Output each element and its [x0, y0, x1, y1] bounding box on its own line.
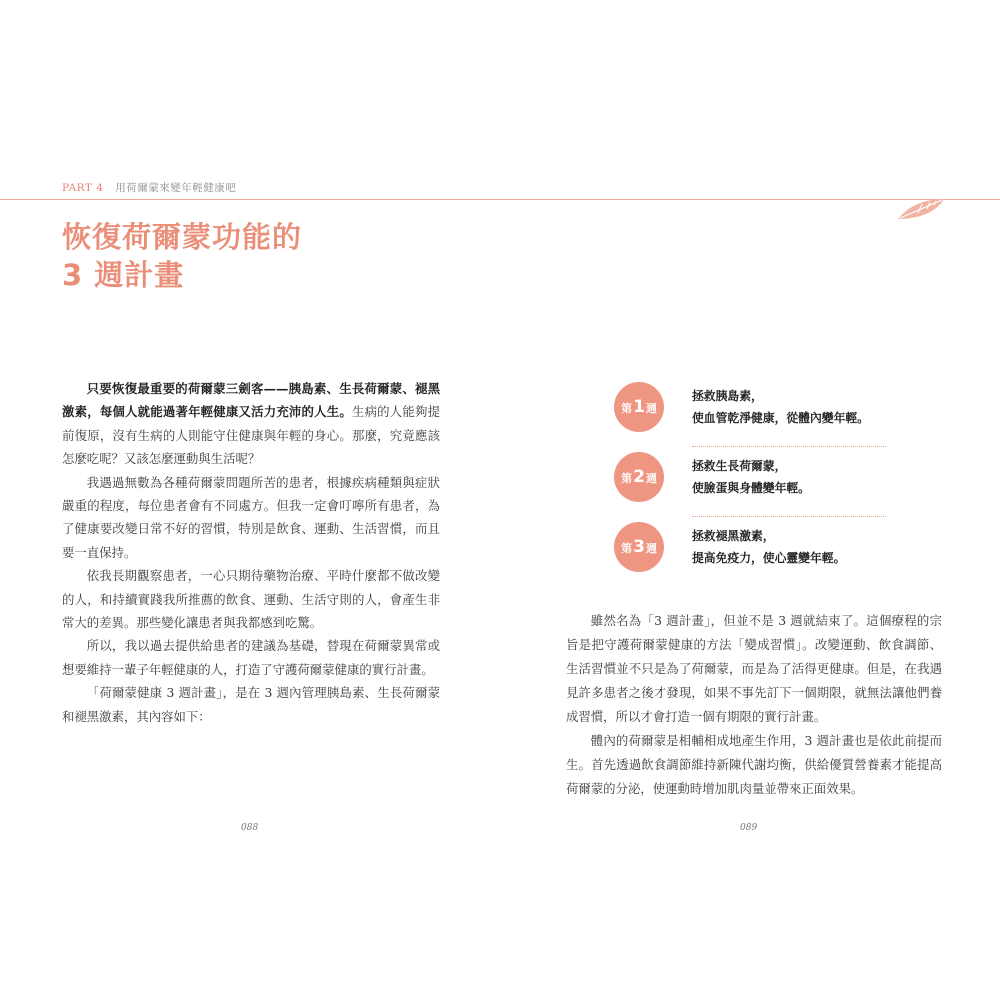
week-plan-list — [614, 382, 894, 592]
paragraph: 所以，我以過去提供給患者的建議為基礎，替現在荷爾蒙異常或想要維持一輩子年輕健康的人，打造了守護荷爾蒙健康的實行計畫。 — [62, 638, 440, 677]
paragraph: 依我長期觀察患者，一心只期待藥物治療、平時什麼都不做改變的人，和持續實踐我所推薦的飲食、運動、生活守則的人，會產生非常大的差異。那些變化讓患者與我都感到吃驚。 — [62, 568, 440, 631]
intro-rest: 生病的人能夠提前復原，沒有生病的人則能守住健康與年輕的身心。那麼，究竟應該怎麼吃呢？又該怎麼運動與生活呢？ — [62, 404, 441, 467]
paragraph: 「荷爾蒙健康 3 週計畫」，是在 3 週內管理胰島素、生長荷爾蒙和褪黑激素，其內容如下： — [62, 685, 440, 724]
heading-line-1: 恢復荷爾蒙功能的 — [62, 220, 303, 254]
week-item — [614, 522, 894, 572]
week-description: 拯救生長荷爾蒙， 使臉蛋與身體變年輕。 — [692, 459, 810, 495]
dotted-divider — [692, 446, 886, 447]
week-item — [614, 452, 894, 502]
header-rule — [0, 199, 1000, 200]
running-header — [62, 180, 236, 195]
right-page-body — [566, 609, 942, 801]
paragraph: 體內的荷爾蒙是相輔相成地產生作用，3 週計畫也是依此前提而生。首先透過飲食調節維持新陳代謝均衡，供給優質營養素才能提高荷爾蒙的分泌，使運動時增加肌肉量並帶來正面效果。 — [566, 733, 942, 796]
page-number-left: 088 — [241, 823, 259, 833]
dotted-divider — [692, 516, 886, 517]
part-label: PART 4 — [62, 182, 104, 194]
page-number-right: 089 — [740, 823, 758, 833]
paragraph: 雖然名為「3 週計畫」，但並不是 3 週就結束了。這個療程的宗旨是把守護荷爾蒙健康的方法「變成習慣」。改變運動、飲食調節、生活習慣並不只是為了荷爾蒙，而是為了活得更健康。但是，在我遇見許多患者之後才發現，如果不事先訂下一個期限，就無法讓他們養成習慣，所以才會打造一個有期限的實行計畫。 — [566, 613, 942, 724]
chapter-heading — [62, 218, 302, 294]
week-description: 拯救褪黑激素， 提高免疫力，使心靈變年輕。 — [692, 529, 846, 565]
week-badge: 第2週 — [614, 452, 664, 502]
chapter-title: 用荷爾蒙來變年輕健康吧 — [115, 182, 237, 194]
heading-line-2: 3 週計畫 — [62, 258, 185, 292]
leaf-icon — [896, 198, 946, 220]
week-badge: 第1週 — [614, 382, 664, 432]
week-item — [614, 382, 894, 432]
intro-lead: 只要恢復最重要的荷爾蒙三劍客——胰島素、生長荷爾蒙、褪黑激素，每個人就能過著年輕健康又活力充沛的人生。 — [62, 381, 440, 420]
intro-paragraph — [62, 377, 440, 471]
week-description: 拯救胰島素， 使血管乾淨健康，從體內變年輕。 — [692, 389, 869, 425]
paragraph: 我遇過無數為各種荷爾蒙問題所苦的患者，根據疾病種類與症狀嚴重的程度，每位患者會有不同處方。但我一定會叮嚀所有患者，為了健康要改變日常不好的習慣，特別是飲食、運動、生活習慣，而且要一直保持。 — [62, 474, 440, 560]
week-badge: 第3週 — [614, 522, 664, 572]
left-page-body — [62, 377, 440, 728]
